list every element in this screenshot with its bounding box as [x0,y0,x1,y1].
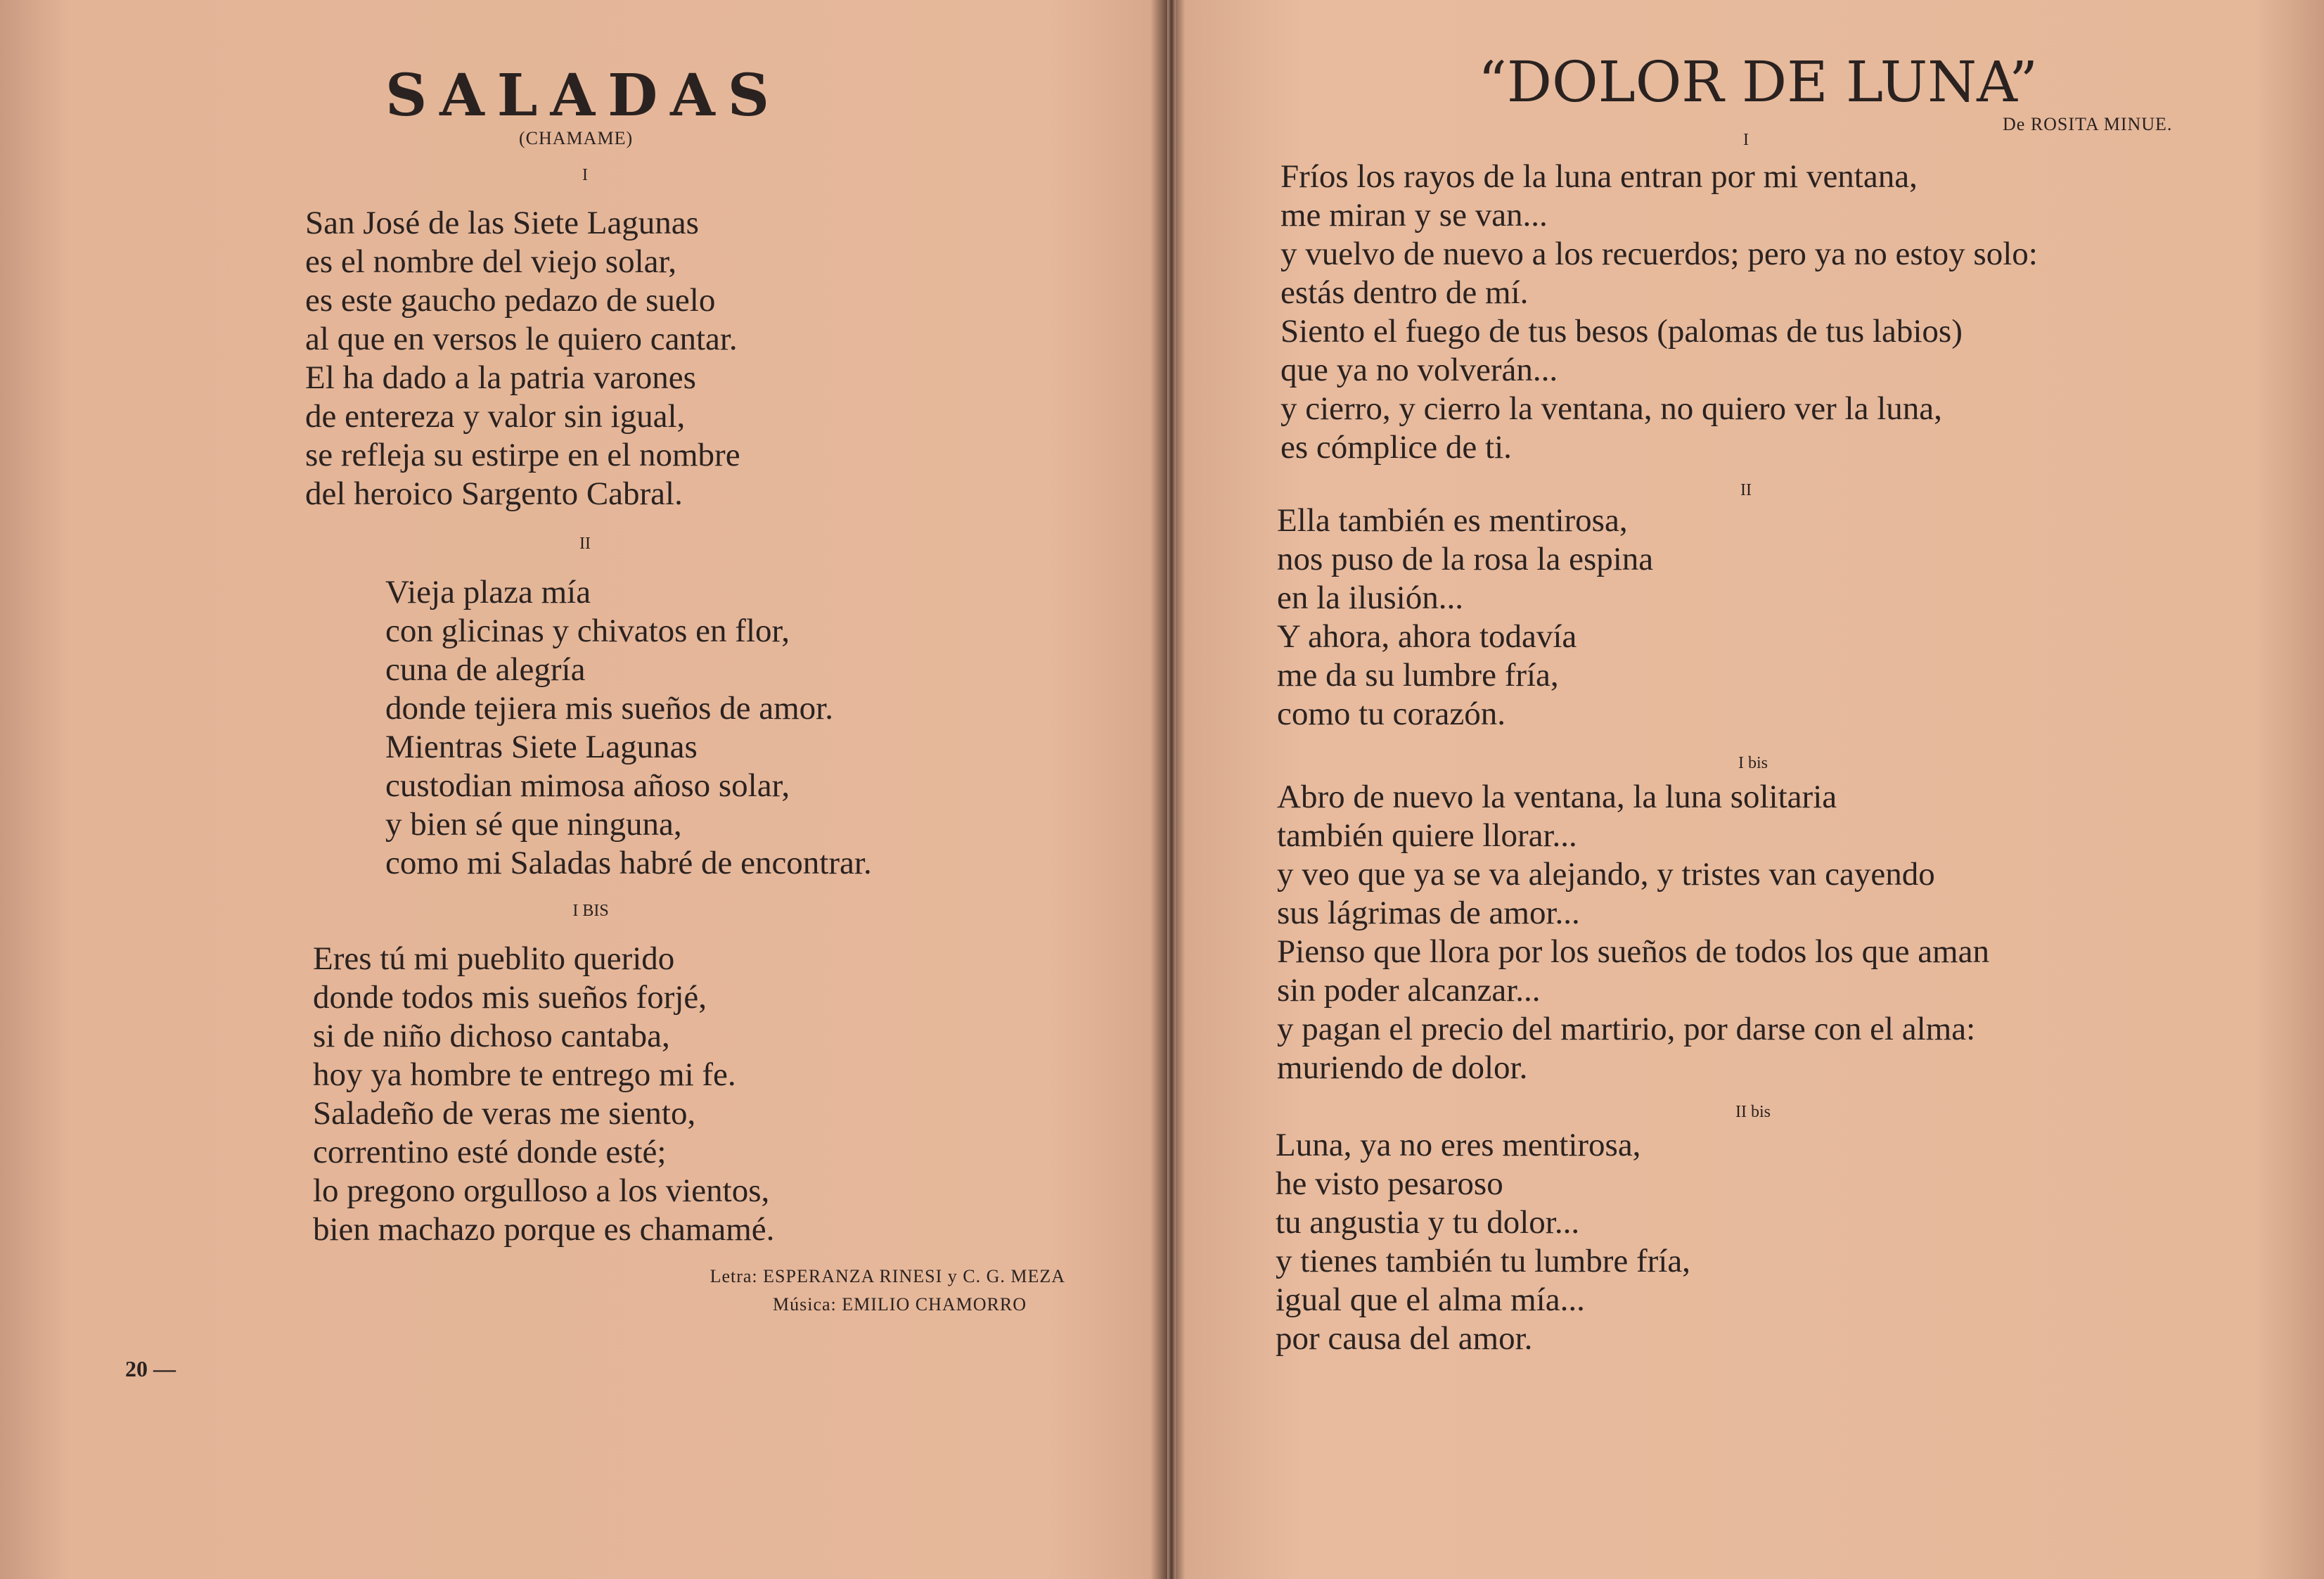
song-title: SALADAS [385,62,783,129]
verse-line: y bien sé que ninguna, [385,806,682,843]
verse-line: y vuelvo de nuevo a los recuerdos; pero ya no estoy solo: [1280,236,2038,272]
verse-line: y pagan el precio del martirio, por darse con el alma: [1277,1011,1976,1047]
music-credit: Música: EMILIO CHAMORRO [773,1294,1027,1315]
verse-line: que ya no volverán... [1280,352,1558,388]
verse-line: Fríos los rayos de la luna entran por mi ventana, [1280,158,1918,195]
section-label: I BIS [572,902,609,920]
verse-line: Y ahora, ahora todavía [1277,618,1577,655]
verse-line: sin poder alcanzar... [1277,972,1541,1009]
book-spine [1167,0,1176,1579]
verse-line: en la ilusión... [1277,580,1463,616]
verse-line: donde todos mis sueños forjé, [313,979,707,1016]
verse-line: se refleja su estirpe en el nombre [305,437,740,473]
stanza [313,940,774,1249]
verse-line: al que en versos le quiero cantar. [305,321,738,357]
verse-line: custodian mimosa añoso solar, [385,767,790,804]
verse-line: y veo que ya se va alejando, y tristes van cayendo [1277,856,1935,893]
verse-line: donde tejiera mis sueños de amor. [385,690,833,727]
song-subtitle: (CHAMAME) [519,128,634,148]
verse-line: he visto pesaroso [1276,1165,1503,1202]
section-label: I [582,166,588,184]
verse-line: Ella también es mentirosa, [1277,502,1628,539]
section-label: I bis [1738,754,1768,772]
verse-line: Saladeño de veras me siento, [313,1095,696,1132]
verse-line: tu angustia y tu dolor... [1276,1204,1580,1241]
song-title: “DOLOR DE LUNA” [1477,49,2039,115]
verse-line: Pienso que llora por los sueños de todos los que aman [1277,933,1989,970]
verse-line: es cómplice de ti. [1280,429,1512,466]
verse-line: lo pregono orgulloso a los vientos, [313,1172,770,1209]
section-label: II [579,535,591,553]
verse-line: correntino esté donde esté; [313,1134,667,1170]
song-author: De ROSITA MINUE. [2003,114,2173,134]
verse-line: como mi Saladas habré de encontrar. [385,845,872,881]
verse-line: me da su lumbre fría, [1277,657,1559,693]
credits [534,1262,1065,1319]
verse-line: igual que el alma mía... [1276,1281,1585,1318]
verse-line: y cierro, y cierro la ventana, no quiero ver la luna, [1280,390,1942,427]
verse-line: sus lágrimas de amor... [1277,895,1580,931]
verse-line: me miran y se van... [1280,197,1548,234]
section-label: I [1743,131,1749,149]
verse-line: estás dentro de mí. [1280,274,1529,311]
verse-line: bien machazo porque es chamamé. [313,1211,775,1248]
section-label: II [1740,481,1752,499]
verse-line: como tu corazón. [1277,696,1506,732]
verse-line: Mientras Siete Lagunas [385,729,698,765]
verse-line: si de niño dichoso cantaba, [313,1018,670,1054]
verse-line: es el nombre del viejo solar, [305,243,677,280]
lyrics-credit: Letra: ESPERANZA RINESI y C. G. MEZA [710,1266,1065,1286]
verse-line: Eres tú mi pueblito querido [313,940,675,977]
verse-line: San José de las Siete Lagunas [305,205,699,241]
verse-line: también quiere llorar... [1277,817,1577,854]
verse-line: por causa del amor. [1276,1320,1533,1357]
stanza [1280,158,2038,467]
verse-line: es este gaucho pedazo de suelo [305,282,716,319]
stanza [1277,778,1989,1087]
stanza [305,204,740,513]
verse-line: con glicinas y chivatos en flor, [385,613,790,649]
verse-line: Luna, ya no eres mentirosa, [1276,1127,1641,1163]
stanza [385,573,872,883]
stanza [1276,1126,1690,1358]
verse-line: El ha dado a la patria varones [305,359,696,396]
verse-line: del heroico Sargento Cabral. [305,475,683,512]
stanza [1277,501,1653,734]
verse-line: y tienes también tu lumbre fría, [1276,1243,1690,1279]
page-number: 20 — [125,1356,176,1381]
verse-line: cuna de alegría [385,651,586,688]
verse-line: hoy ya hombre te entrego mi fe. [313,1056,736,1093]
verse-line: Siento el fuego de tus besos (palomas de tus labios) [1280,313,1963,350]
verse-line: Vieja plaza mía [385,574,591,610]
verse-line: nos puso de la rosa la espina [1277,541,1654,577]
verse-line: muriendo de dolor. [1277,1049,1528,1086]
verse-line: de entereza y valor sin igual, [305,398,686,435]
verse-line: Abro de nuevo la ventana, la luna solitaria [1277,779,1837,815]
section-label: II bis [1735,1103,1771,1121]
